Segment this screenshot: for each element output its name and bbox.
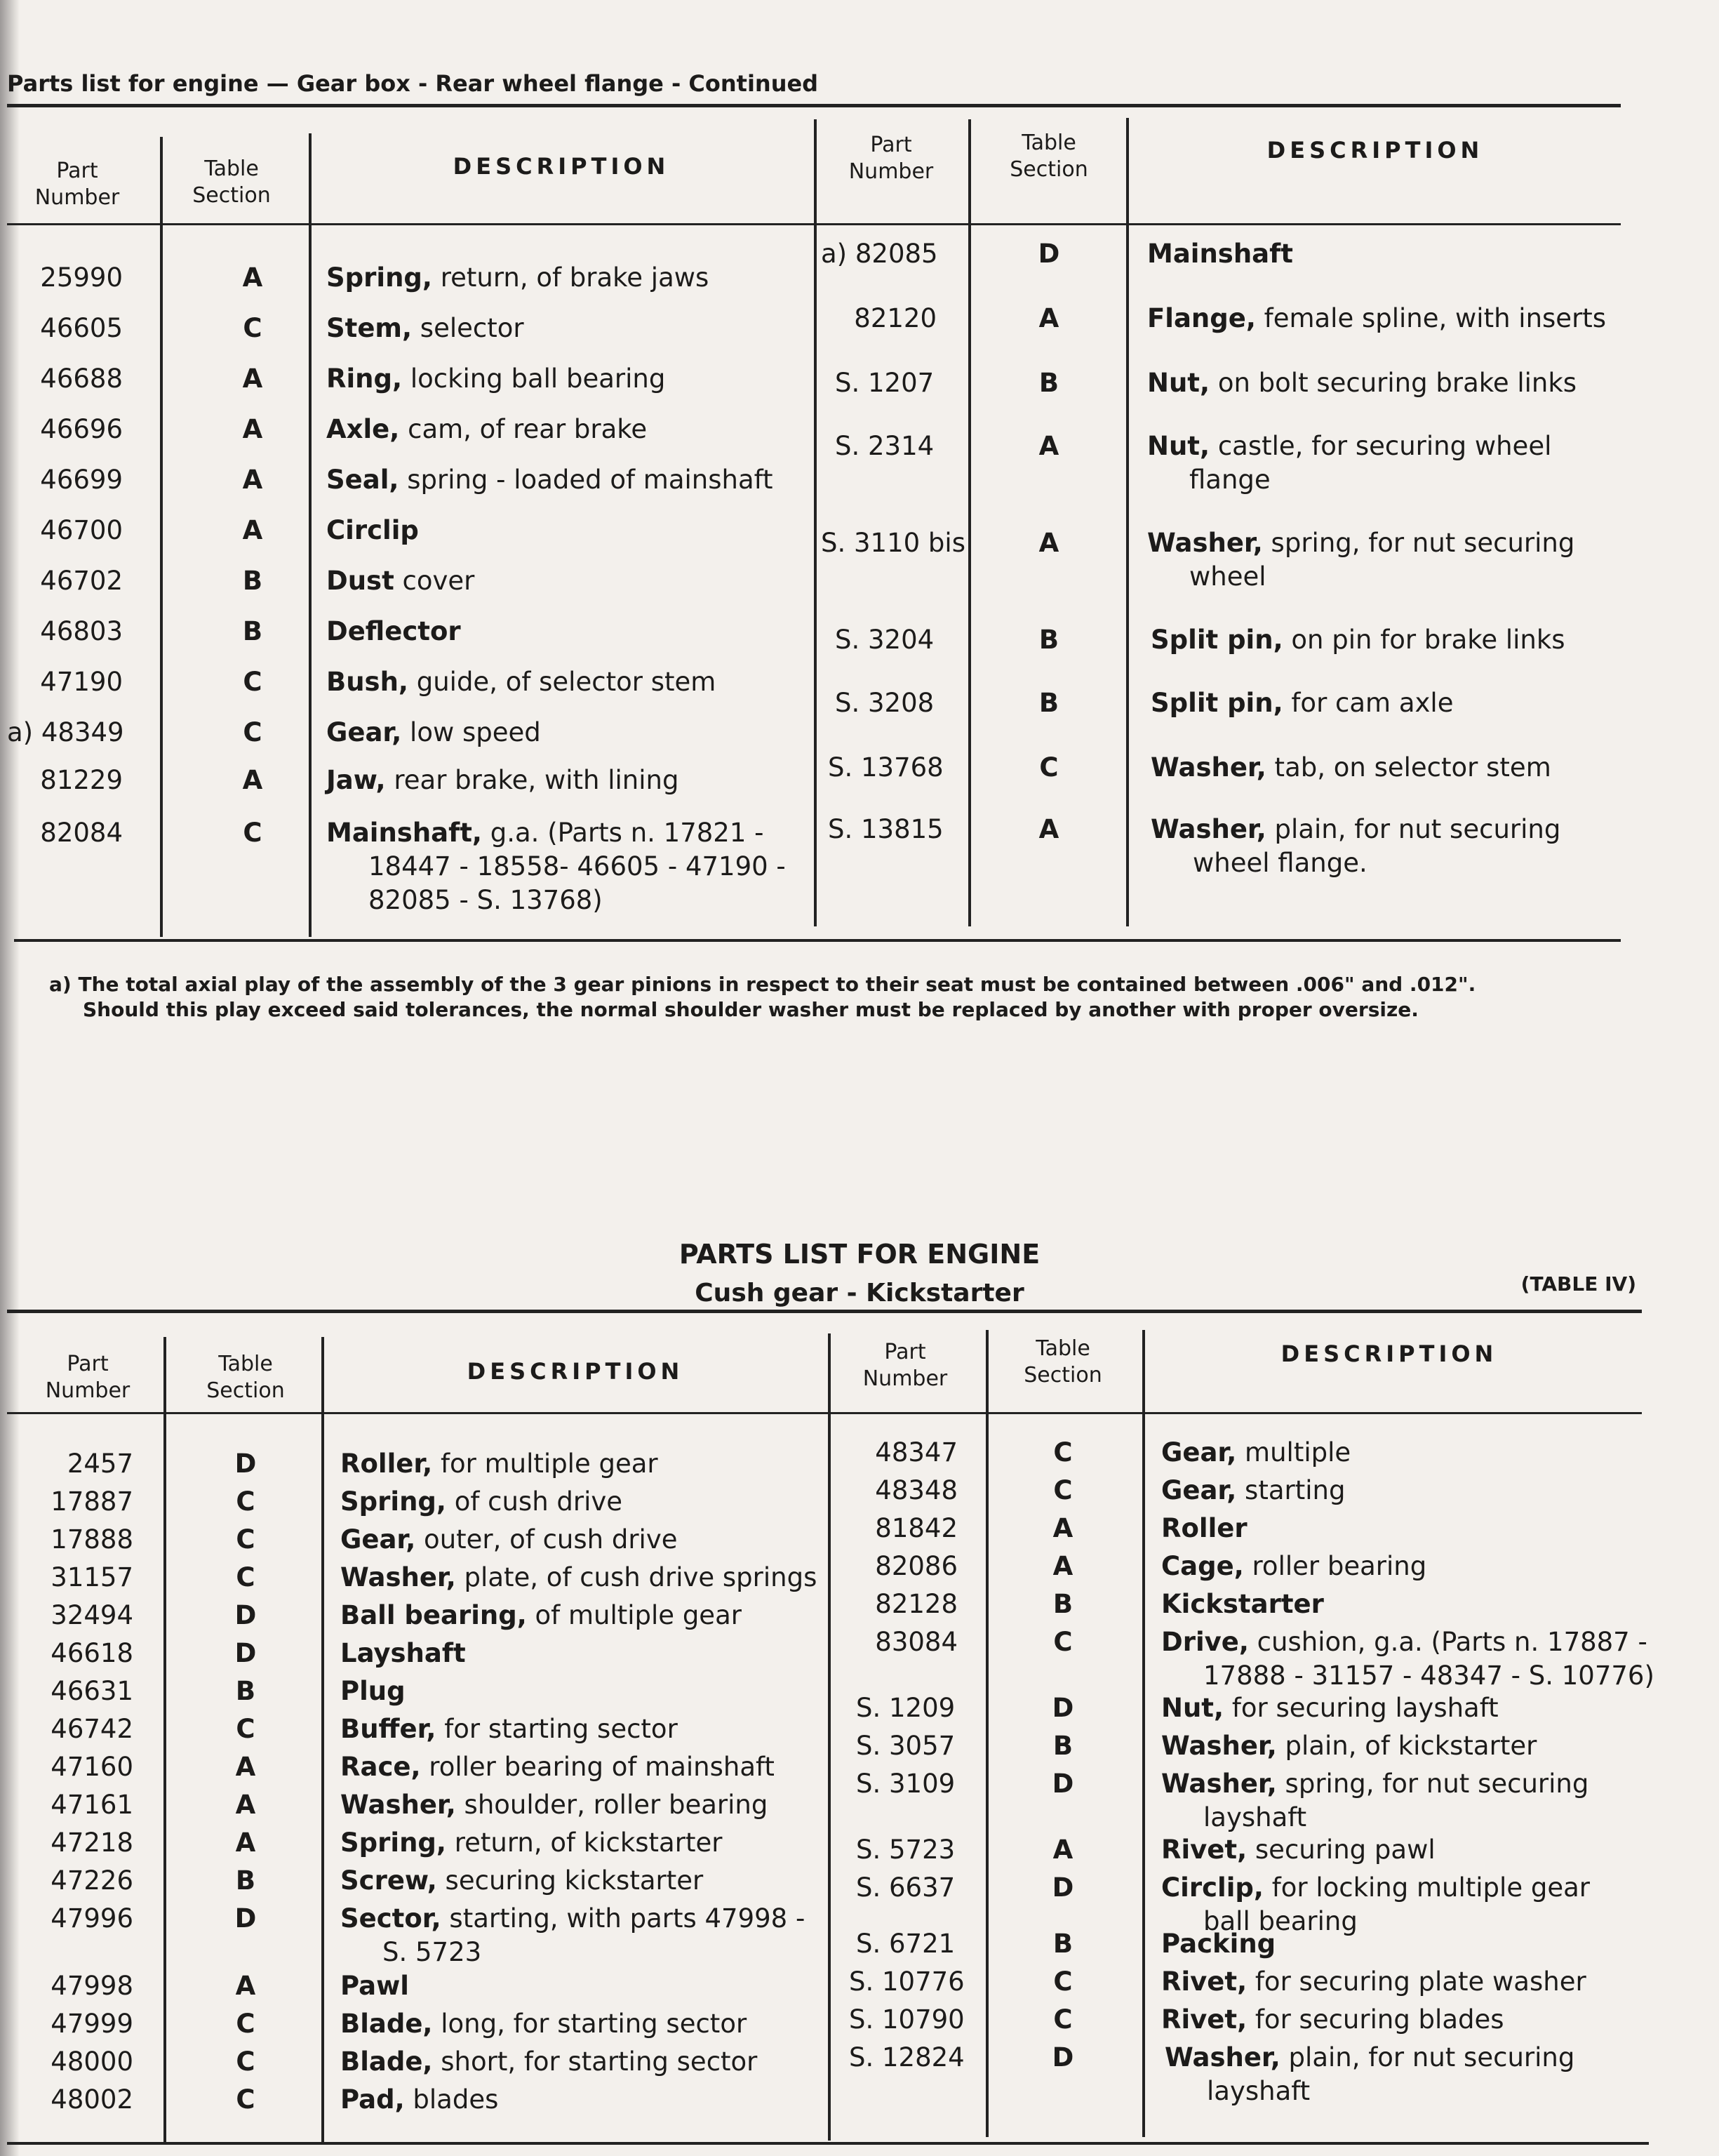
table1-divider [160, 137, 163, 937]
part-number: S. 6721 [856, 1929, 956, 1959]
description: Mainshaft, g.a. (Parts n. 17821 - 18447 - 18558- 46605 - 47190 - 82085 - S. 13768) [326, 818, 786, 915]
table1-divider [814, 119, 817, 926]
table2-bottom-rule [7, 2142, 1649, 2145]
part-number: 48348 [875, 1475, 958, 1505]
part-number: 47161 [51, 1790, 133, 1820]
table2-divider [1142, 1330, 1145, 2137]
description: Washer, shoulder, roller bearing [340, 1790, 768, 1820]
table-section: D [234, 1600, 257, 1630]
table-section: D [1052, 1693, 1074, 1723]
description: Roller, for multiple gear [340, 1449, 658, 1479]
table-section: B [1052, 1589, 1073, 1619]
table-section: C [243, 717, 262, 747]
table2-divider [828, 1333, 831, 2141]
table-section: C [236, 1714, 255, 1744]
part-number: S. 10776 [849, 1967, 965, 1997]
description: Split pin, for cam axle [1151, 688, 1454, 718]
page-header: Parts list for engine — Gear box - Rear wheel flange - Continued [7, 70, 819, 97]
part-number: S. 2314 [835, 431, 935, 461]
table1-divider [968, 119, 971, 926]
table-section: B [1052, 1929, 1073, 1959]
part-number: 46618 [51, 1638, 133, 1668]
part-number: S. 13815 [828, 814, 944, 844]
table-section: B [1038, 688, 1059, 718]
table-section: C [1053, 2004, 1073, 2035]
table-section: C [236, 1486, 255, 1517]
table-section: A [242, 414, 263, 444]
part-number: 46699 [40, 465, 123, 495]
part-number: 2457 [67, 1449, 133, 1479]
description: Jaw, rear brake, with lining [326, 765, 679, 795]
table2-left-section-head: Table Section [206, 1352, 285, 1403]
table1-divider [1126, 118, 1129, 926]
table-section: A [1038, 814, 1059, 844]
description: Blade, short, for starting sector [340, 2047, 758, 2077]
description: Cage, roller bearing [1161, 1551, 1427, 1581]
table-section: A [242, 765, 263, 795]
table-section: B [1038, 625, 1059, 655]
table-section: A [235, 1971, 256, 2001]
part-number: 82120 [854, 303, 937, 333]
table-section: A [242, 262, 263, 293]
part-number: S. 3057 [856, 1731, 956, 1761]
table-section: B [1038, 368, 1059, 398]
part-number: 47160 [51, 1752, 133, 1782]
part-number: S. 3204 [835, 625, 935, 655]
part-number: 25990 [40, 262, 123, 293]
table2-divider [163, 1337, 166, 2144]
part-number: 46803 [40, 616, 123, 646]
description: Pawl [340, 1971, 409, 2001]
description: Split pin, on pin for brake links [1151, 625, 1565, 655]
description: Spring, of cush drive [340, 1486, 623, 1517]
description: Washer, plain, for nut securing layshaft [1165, 2042, 1575, 2106]
table-section: C [1053, 1437, 1073, 1468]
part-number: S. 3208 [835, 688, 935, 718]
description: Axle, cam, of rear brake [326, 414, 648, 444]
table-section: A [1038, 528, 1059, 558]
table2-head-rule [7, 1412, 1642, 1414]
table2-top-rule [7, 1310, 1642, 1313]
description: Stem, selector [326, 313, 524, 343]
description: Kickstarter [1161, 1589, 1324, 1619]
description: Gear, multiple [1161, 1437, 1351, 1468]
description: Pad, blades [340, 2084, 499, 2115]
section-title: PARTS LIST FOR ENGINE [678, 1239, 1041, 1270]
page-binding-shadow [0, 0, 20, 2156]
description: Ball bearing, of multiple gear [340, 1600, 742, 1630]
table1-right-description-head: DESCRIPTION [1266, 137, 1484, 164]
description: Gear, outer, of cush drive [340, 1524, 678, 1555]
part-number: a) 82085 [821, 239, 938, 269]
part-number: 47226 [51, 1865, 133, 1896]
table-section: C [1053, 1967, 1073, 1997]
table-section: D [234, 1903, 257, 1934]
table-section: C [1053, 1475, 1073, 1505]
part-number: S. 6637 [856, 1872, 956, 1903]
part-number: S. 1209 [856, 1693, 956, 1723]
footnote [49, 972, 1663, 1023]
table-section: A [1052, 1551, 1073, 1581]
table2-divider [321, 1337, 324, 2144]
table-section: A [1038, 431, 1059, 461]
table-section: C [236, 1524, 255, 1555]
part-number: 83084 [875, 1627, 958, 1657]
description: Deflector [326, 616, 461, 646]
part-number: 46631 [51, 1676, 133, 1706]
table-section: A [1052, 1835, 1073, 1865]
table-section: C [236, 1562, 255, 1592]
description: Layshaft [340, 1638, 466, 1668]
part-number: 82084 [40, 818, 123, 848]
table-section: A [242, 515, 263, 545]
table-section: A [235, 1828, 256, 1858]
table2-left-part-number-head: Part Number [45, 1352, 131, 1403]
part-number: S. 12824 [849, 2042, 965, 2072]
table-section: B [235, 1676, 256, 1706]
description: Circlip, for locking multiple gear ball bearing [1161, 1872, 1590, 1936]
footnote-line: Should this play exceed said tolerances, the normal shoulder washer must be replaced by another with proper oversize. [83, 998, 1419, 1021]
table1-left-description-head: DESCRIPTION [453, 153, 670, 180]
part-number: S. 10790 [849, 2004, 965, 2035]
table-section: C [243, 313, 262, 343]
description: Sector, starting, with parts 47998 - S. 5723 [340, 1903, 805, 1967]
description: Mainshaft [1147, 239, 1293, 269]
part-number: S. 5723 [856, 1835, 956, 1865]
part-number: 48002 [51, 2084, 133, 2115]
description: Drive, cushion, g.a. (Parts n. 17887 - 17888 - 31157 - 48347 - S. 10776) [1161, 1627, 1654, 1691]
part-number: 31157 [51, 1562, 133, 1592]
part-number: 46688 [40, 364, 123, 394]
table1-top-rule [7, 104, 1621, 107]
table-section: A [235, 1752, 256, 1782]
description: Nut, castle, for securing wheel flange [1147, 431, 1552, 495]
table-section: A [242, 364, 263, 394]
description: Bush, guide, of selector stem [326, 667, 716, 697]
part-number: 47190 [40, 667, 123, 697]
part-number: 47998 [51, 1971, 133, 2001]
table-section: B [1052, 1731, 1073, 1761]
table-section: D [1052, 1769, 1074, 1799]
description: Nut, on bolt securing brake links [1147, 368, 1577, 398]
description: Seal, spring - loaded of mainshaft [326, 465, 773, 495]
table2-left-description-head: DESCRIPTION [467, 1358, 684, 1385]
part-number: 46742 [51, 1714, 133, 1744]
table2-right-description-head: DESCRIPTION [1280, 1340, 1498, 1367]
part-number: 46696 [40, 414, 123, 444]
part-number: 47996 [51, 1903, 133, 1934]
description: Washer, spring, for nut securing layshaft [1161, 1769, 1589, 1832]
table-section: B [235, 1865, 256, 1896]
part-number: 82086 [875, 1551, 958, 1581]
table1-right-section-head: Table Section [1010, 131, 1088, 182]
footnote-line: a) The total axial play of the assembly of the 3 gear pinions in respect to their seat must be contained between .006" and .012". [49, 973, 1476, 996]
part-number: 81842 [875, 1513, 958, 1543]
part-number: 82128 [875, 1589, 958, 1619]
part-number: 17887 [51, 1486, 133, 1517]
description: Screw, securing kickstarter [340, 1865, 704, 1896]
description: Plug [340, 1676, 406, 1706]
description: Ring, locking ball bearing [326, 364, 666, 394]
table-section: A [235, 1790, 256, 1820]
table1-left-part-number-head: Part Number [34, 159, 120, 210]
table-section: C [1053, 1627, 1073, 1657]
description: Rivet, securing pawl [1161, 1835, 1436, 1865]
description: Spring, return, of brake jaws [326, 262, 709, 293]
description: Gear, low speed [326, 717, 541, 747]
section-subtitle: Cush gear - Kickstarter [695, 1279, 1024, 1307]
description: Washer, spring, for nut securing wheel [1147, 528, 1575, 592]
description: Blade, long, for starting sector [340, 2009, 747, 2039]
table-section: A [1038, 303, 1059, 333]
table-tag: (TABLE IV) [1520, 1272, 1636, 1296]
description: Buffer, for starting sector [340, 1714, 678, 1744]
table-section: C [243, 667, 262, 697]
part-number: 47999 [51, 2009, 133, 2039]
part-number: 48000 [51, 2047, 133, 2077]
table2-divider [986, 1330, 989, 2137]
table1-left-section-head: Table Section [192, 157, 271, 208]
part-number: 81229 [40, 765, 123, 795]
table-section: D [1052, 2042, 1074, 2072]
table-section: B [242, 566, 263, 596]
table2-right-part-number-head: Part Number [862, 1340, 948, 1391]
part-number: 17888 [51, 1524, 133, 1555]
description: Washer, plain, for nut securing wheel flange. [1151, 814, 1561, 878]
part-number: 32494 [51, 1600, 133, 1630]
part-number: S. 3109 [856, 1769, 956, 1799]
table-section: D [1052, 1872, 1074, 1903]
table2-right-section-head: Table Section [1024, 1336, 1102, 1388]
table1-right-part-number-head: Part Number [848, 133, 934, 184]
part-number: S. 13768 [828, 752, 944, 783]
part-number: 48347 [875, 1437, 958, 1468]
table1-divider [309, 133, 312, 937]
table-section: C [243, 818, 262, 848]
table-section: D [234, 1449, 257, 1479]
part-number: S. 1207 [835, 368, 935, 398]
table-section: B [242, 616, 263, 646]
table-section: C [236, 2009, 255, 2039]
description: Gear, starting [1161, 1475, 1346, 1505]
table-section: C [236, 2047, 255, 2077]
description: Spring, return, of kickstarter [340, 1828, 723, 1858]
description: Rivet, for securing blades [1161, 2004, 1504, 2035]
description: Nut, for securing layshaft [1161, 1693, 1499, 1723]
table-section: D [1038, 239, 1060, 269]
part-number: 47218 [51, 1828, 133, 1858]
part-number: a) 48349 [7, 717, 124, 747]
part-number: 46702 [40, 566, 123, 596]
description: Washer, plain, of kickstarter [1161, 1731, 1537, 1761]
description: Washer, plate, of cush drive springs [340, 1562, 817, 1592]
table-section: C [236, 2084, 255, 2115]
table-section: D [234, 1638, 257, 1668]
description: Packing [1161, 1929, 1276, 1959]
part-number: 46700 [40, 515, 123, 545]
part-number: S. 3110 bis [821, 528, 965, 558]
table-section: A [242, 465, 263, 495]
description: Dust cover [326, 566, 475, 596]
description: Race, roller bearing of mainshaft [340, 1752, 775, 1782]
table1-bottom-rule [14, 939, 1621, 942]
description: Flange, female spline, with inserts [1147, 303, 1607, 333]
description: Circlip [326, 515, 419, 545]
table-section: A [1052, 1513, 1073, 1543]
description: Washer, tab, on selector stem [1151, 752, 1551, 783]
table-section: C [1039, 752, 1059, 783]
description: Roller [1161, 1513, 1248, 1543]
description: Rivet, for securing plate washer [1161, 1967, 1586, 1997]
part-number: 46605 [40, 313, 123, 343]
